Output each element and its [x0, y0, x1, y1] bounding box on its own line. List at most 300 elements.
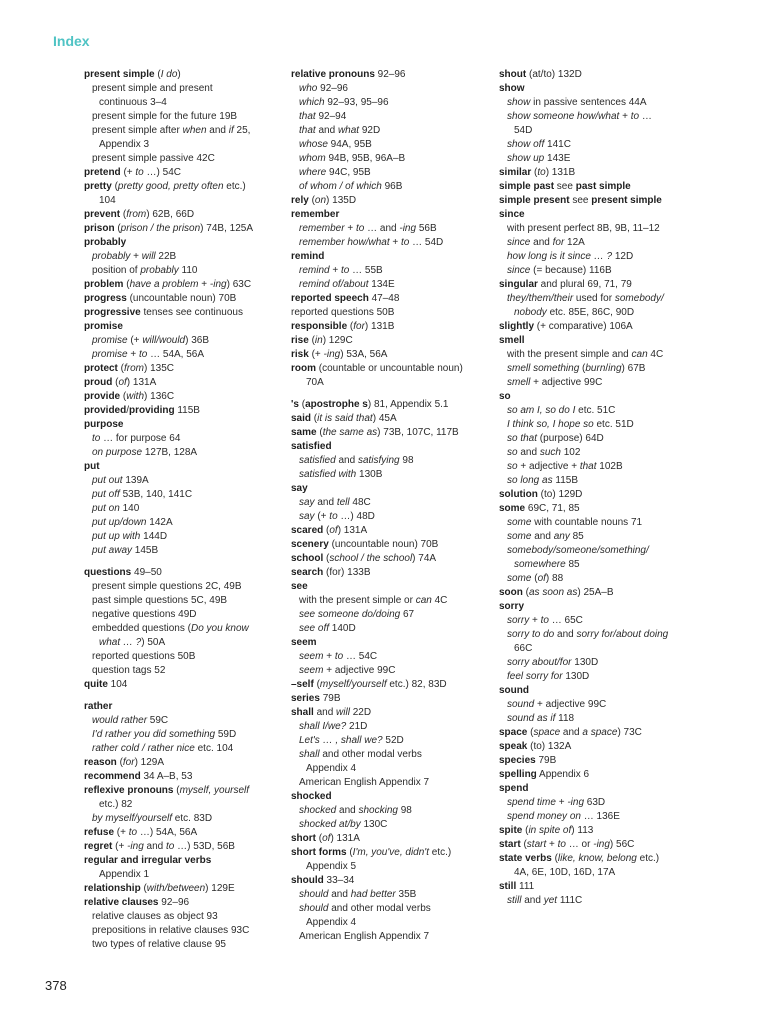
entry-headword: species: [499, 755, 536, 766]
index-entry: [499, 586, 709, 600]
entry-text: and: [336, 805, 359, 816]
entry-text: and: [143, 841, 167, 852]
entry-headword: space: [499, 727, 528, 738]
entry-text: + adjective +: [517, 461, 580, 472]
index-entry: [499, 334, 709, 348]
entry-text: sorry: [507, 615, 530, 626]
index-subentry: [499, 894, 709, 908]
entry-headword: pretend: [84, 167, 121, 178]
entry-headword: prison: [84, 223, 115, 234]
index-entry: [84, 418, 280, 432]
entry-text: 4C: [431, 595, 448, 606]
entry-text: +: [130, 251, 142, 262]
entry-text: will/would: [142, 335, 186, 346]
index-entry: [291, 482, 491, 496]
entry-text: should: [299, 903, 329, 914]
entry-text: present simple after: [92, 125, 183, 136]
index-subentry: [499, 516, 709, 530]
entry-text: (: [313, 679, 320, 690]
index-subentry: [84, 728, 280, 742]
index-subentry: [499, 530, 709, 544]
index-subentry: [499, 698, 709, 712]
entry-text: what: [337, 125, 360, 136]
entry-headword: relationship: [84, 883, 141, 894]
entry-text: (: [173, 785, 180, 796]
index-subentry: [291, 110, 491, 124]
entry-text: 25,: [233, 125, 251, 136]
entry-headword: school: [291, 553, 324, 564]
entry-text: in passive sentences 44A: [530, 97, 647, 108]
index-subentry: [291, 376, 491, 390]
entry-text: (+: [120, 167, 136, 178]
entry-text: somebody/: [614, 293, 664, 304]
entry-text: ) 131A: [337, 525, 368, 536]
index-subentry: [291, 496, 491, 510]
entry-text: embedded questions (: [92, 623, 191, 634]
entry-text: ) 113: [571, 825, 594, 836]
entry-text: etc. 51D: [593, 419, 634, 430]
entry-text: 94A, 95B: [327, 139, 372, 150]
entry-text: they/them/their: [507, 293, 574, 304]
entry-text: to: [340, 265, 350, 276]
entry-text: -ing: [593, 839, 610, 850]
index-entry: [499, 68, 709, 82]
entry-text: will: [336, 707, 350, 718]
entry-text: 115B: [552, 475, 578, 486]
entry-text: start: [526, 839, 547, 850]
entry-text: will: [141, 251, 156, 262]
index-subentry: [84, 714, 280, 728]
index-subentry: [291, 82, 491, 96]
entry-text: relative clauses as object 93: [92, 911, 218, 922]
page-number: 378: [45, 978, 67, 993]
entry-headword: regular and irregular verbs: [84, 855, 212, 866]
index-column-1: [84, 68, 280, 952]
entry-headword: speak: [499, 741, 528, 752]
index-entry: [499, 166, 709, 180]
entry-text: +: [329, 265, 341, 276]
index-subentry: [291, 236, 491, 250]
entry-text: +: [529, 615, 541, 626]
entry-text: etc. 104: [194, 743, 234, 754]
entry-headword: progressive: [84, 307, 141, 318]
index-subentry: [84, 110, 280, 124]
index-entry: [499, 82, 709, 96]
entry-headword: show: [499, 83, 525, 94]
entry-headword: say: [291, 483, 308, 494]
entry-text: a space: [582, 727, 618, 738]
index-entry: [291, 874, 491, 888]
entry-headword: reflexive pronouns: [84, 785, 174, 796]
entry-text: of: [322, 833, 331, 844]
index-entry: [84, 222, 280, 236]
entry-text: …) 54A, 56A: [137, 827, 198, 838]
entry-text: that: [299, 111, 316, 122]
entry-text: to: [166, 841, 175, 852]
entry-text: with/between: [146, 883, 206, 894]
index-entry: [84, 826, 280, 840]
entry-text: sorry for/about doing: [576, 629, 669, 640]
entry-text: (: [308, 195, 315, 206]
entry-text: position of: [92, 265, 141, 276]
entry-text: American English Appendix 7: [299, 931, 430, 942]
index-subentry: [499, 418, 709, 432]
entry-text: (: [316, 427, 323, 438]
entry-text: have a problem: [129, 279, 199, 290]
index-entry: [291, 692, 491, 706]
index-subentry: [499, 866, 709, 880]
entry-headword: recommend: [84, 771, 141, 782]
entry-text: Appendix 4: [306, 917, 357, 928]
entry-text: ) 81, Appendix 5.1: [367, 399, 449, 410]
entry-text: …) 53D, 56B: [174, 841, 235, 852]
entry-text: myself/yourself: [319, 679, 387, 690]
entry-text: ) 25A–B: [577, 587, 614, 598]
index-entry: [291, 362, 491, 376]
entry-text: to: [557, 839, 566, 850]
index-subentry: [499, 152, 709, 166]
index-subentry: [291, 608, 491, 622]
index-entry: [499, 880, 709, 894]
index-subentry: [291, 804, 491, 818]
entry-text: as soon as: [529, 587, 578, 598]
entry-text: 130D: [562, 671, 590, 682]
index-subentry: [291, 264, 491, 278]
entry-text: I do: [160, 69, 178, 80]
entry-text: on: [314, 195, 327, 206]
entry-headword: responsible: [291, 321, 348, 332]
entry-headword: provide: [84, 391, 121, 402]
entry-headword: shall: [291, 707, 314, 718]
entry-text: that: [299, 125, 316, 136]
entry-text: 12A: [564, 237, 585, 248]
index-subentry: [499, 642, 709, 656]
index-subentry: [84, 138, 280, 152]
index-entry: [291, 426, 491, 440]
index-subentry: [499, 376, 709, 390]
entry-text: and: [315, 125, 338, 136]
entry-text: … 136E: [580, 811, 620, 822]
index-subentry: [499, 264, 709, 278]
entry-text: etc. 83D: [172, 813, 213, 824]
entry-text: to: [92, 433, 101, 444]
entry-text: some: [507, 531, 532, 542]
entry-text: to: [138, 349, 148, 360]
entry-headword: progress: [84, 293, 127, 304]
entry-text: ) 136C: [144, 391, 175, 402]
index-entry: [499, 390, 709, 404]
entry-text: (at/to) 132D: [526, 69, 582, 80]
entry-text: and: [335, 455, 358, 466]
entry-text: 110: [178, 265, 198, 276]
index-subentry: [84, 580, 280, 594]
entry-text: (: [579, 363, 586, 374]
index-entry: [291, 194, 491, 208]
entry-text: so long as: [507, 475, 553, 486]
entry-text: (: [522, 587, 529, 598]
index-entry: [291, 678, 491, 692]
entry-text: nobody: [514, 307, 547, 318]
entry-headword: short: [291, 833, 316, 844]
entry-text: would rather: [92, 715, 148, 726]
entry-text: who: [299, 83, 318, 94]
index-subentry: [499, 628, 709, 642]
entry-text: since: [507, 265, 531, 276]
entry-text: +: [344, 223, 356, 234]
entry-text: 144D: [140, 531, 168, 542]
index-entry: [291, 334, 491, 348]
entry-text: and other modal verbs: [319, 749, 422, 760]
index-subentry: [291, 454, 491, 468]
entry-text: +: [619, 111, 631, 122]
entry-text: (uncountable noun) 70B: [328, 539, 439, 550]
entry-text: to: [329, 511, 338, 522]
entry-headword: sound: [499, 685, 529, 696]
entry-text: … 55B: [349, 265, 383, 276]
entry-text: 145B: [132, 545, 159, 556]
entry-text: say: [299, 497, 315, 508]
index-entry: [291, 398, 491, 412]
index-entry: [84, 840, 280, 854]
entry-headword: scenery: [291, 539, 329, 550]
entry-text: 92–93, 95–96: [324, 97, 389, 108]
entry-text: + adjective 99C: [534, 699, 607, 710]
entry-text: 139A: [122, 475, 149, 486]
entry-text: with countable nouns 71: [531, 517, 643, 528]
index-subentry: [499, 250, 709, 264]
entry-text: 59D: [215, 729, 237, 740]
entry-text: etc. 51C: [575, 405, 616, 416]
entry-text: +: [323, 651, 335, 662]
index-subentry: [291, 166, 491, 180]
entry-headword: spite: [499, 825, 523, 836]
entry-text: ) 63C: [226, 279, 252, 290]
index-subentry: [499, 572, 709, 586]
index-subentry: [84, 636, 280, 650]
index-subentry: [84, 812, 280, 826]
entry-text: remind: [299, 265, 330, 276]
index-entry: [84, 362, 280, 376]
entry-text: -ing: [399, 223, 417, 234]
index-subentry: [291, 776, 491, 790]
entry-headword: shocked: [291, 791, 332, 802]
entry-text: can: [415, 595, 432, 606]
entry-text: (: [114, 223, 121, 234]
index-subentry: [84, 924, 280, 938]
entry-text: ) 131B: [545, 167, 576, 178]
entry-text: reported questions 50B: [92, 651, 196, 662]
entry-text: 67: [400, 609, 415, 620]
index-entry: [499, 838, 709, 852]
entry-text: used for: [573, 293, 615, 304]
entry-text: sound: [507, 699, 535, 710]
entry-headword: remind: [291, 251, 325, 262]
entry-text: 79B: [535, 755, 557, 766]
index-entry: [84, 292, 280, 306]
index-subentry: [499, 110, 709, 124]
index-subentry: [499, 236, 709, 250]
index-subentry: [291, 762, 491, 776]
index-entry: [499, 726, 709, 740]
entry-text: 56B: [416, 223, 437, 234]
entry-text: (: [527, 727, 534, 738]
entry-text: … or: [566, 839, 594, 850]
section-gap: [291, 390, 491, 398]
entry-text: and: [531, 531, 554, 542]
index-entry: [291, 524, 491, 538]
entry-text: 92D: [359, 125, 381, 136]
index-subentry: [84, 798, 280, 812]
index-subentry: [84, 82, 280, 96]
index-subentry: [84, 194, 280, 208]
index-entry: [291, 292, 491, 306]
entry-text: rather cold / rather nice: [92, 743, 195, 754]
entry-text: (: [112, 377, 119, 388]
entry-text: ) 74A: [412, 553, 437, 564]
entry-text: (countable or uncountable noun): [316, 363, 463, 374]
entry-text: 98: [397, 805, 412, 816]
entry-text: put away: [92, 545, 133, 556]
index-subentry: [499, 292, 709, 306]
entry-text: to: [630, 111, 640, 122]
entry-text: and: [314, 497, 337, 508]
entry-text: Appendix 5: [306, 861, 357, 872]
entry-text: 54D: [514, 125, 533, 136]
entry-text: … 65C: [548, 615, 583, 626]
entry-text: (to) 129D: [537, 489, 583, 500]
index-subentry: [291, 902, 491, 916]
entry-headword: questions: [84, 567, 132, 578]
index-entry: [291, 348, 491, 362]
entry-text: sorry to do: [507, 629, 555, 640]
index-subentry: [499, 404, 709, 418]
entry-text: probably: [140, 265, 179, 276]
entry-text: 63D: [584, 797, 606, 808]
entry-text: put up/down: [92, 517, 147, 528]
index-subentry: [499, 460, 709, 474]
index-subentry: [291, 180, 491, 194]
entry-text: 33–34: [323, 875, 355, 886]
entry-text: shocked at/by: [299, 819, 361, 830]
index-subentry: [84, 868, 280, 882]
index-subentry: [499, 348, 709, 362]
entry-text: on purpose: [92, 447, 143, 458]
index-entry: [499, 502, 709, 516]
index-subentry: [499, 446, 709, 460]
entry-headword: seem: [291, 637, 317, 648]
index-subentry: [84, 664, 280, 678]
entry-text: +: [127, 349, 139, 360]
entry-text: (: [308, 335, 315, 346]
entry-text: 94C, 95B: [326, 167, 371, 178]
entry-text: -ing: [127, 841, 144, 852]
entry-text: I'd rather you did something: [92, 729, 216, 740]
entry-text: …) 54C: [143, 167, 181, 178]
entry-text: 92–96: [158, 897, 190, 908]
index-entry: [84, 460, 280, 474]
entry-text: 22D: [349, 707, 372, 718]
index-entry: [84, 236, 280, 250]
entry-text: present simple and present: [92, 83, 213, 94]
entry-text: Appendix 4: [306, 763, 357, 774]
index-subentry: [291, 720, 491, 734]
entry-text: …) 48D: [337, 511, 375, 522]
entry-text: ) 50A: [141, 637, 166, 648]
entry-text: shall I/we?: [299, 721, 347, 732]
entry-headword: probably: [84, 237, 127, 248]
entry-text: of: [118, 377, 127, 388]
entry-text: ) 74B, 125A: [200, 223, 253, 234]
entry-text: it is said that: [317, 413, 373, 424]
entry-text: show off: [507, 139, 545, 150]
index-entry: [499, 194, 709, 208]
entry-headword: simple present: [499, 195, 570, 206]
entry-text: shocking: [358, 805, 398, 816]
entry-text: for: [122, 757, 135, 768]
entry-text: +: [198, 279, 210, 290]
entry-headword: so: [499, 391, 511, 402]
entry-text: smell: [507, 377, 531, 388]
entry-text: sorry about/for: [507, 657, 572, 668]
entry-text: (+: [112, 841, 128, 852]
entry-text: 130B: [356, 469, 383, 480]
entry-text: 35B: [395, 889, 417, 900]
index-subentry: [84, 502, 280, 516]
entry-text: 66C: [514, 643, 533, 654]
index-subentry: [499, 362, 709, 376]
entry-text: of whom / of which: [299, 181, 382, 192]
index-subentry: [499, 810, 709, 824]
entry-text: by myself/yourself: [92, 813, 173, 824]
entry-text: and: [554, 629, 577, 640]
entry-headword: spelling: [499, 769, 537, 780]
index-entry: [499, 782, 709, 796]
entry-text: to: [128, 827, 138, 838]
entry-text: present simple questions 2C, 49B: [92, 581, 242, 592]
entry-headword: room: [291, 363, 316, 374]
entry-text: promise: [92, 335, 128, 346]
entry-text: 70A: [306, 377, 324, 388]
index-entry: [291, 208, 491, 222]
index-subentry: [84, 96, 280, 110]
entry-text: should: [299, 889, 329, 900]
index-column-3: [499, 68, 709, 908]
index-entry: [291, 706, 491, 720]
entry-text: … and: [364, 223, 400, 234]
entry-text: etc.): [429, 847, 452, 858]
entry-text: if: [228, 125, 234, 136]
entry-text: satisfying: [357, 455, 400, 466]
index-entry: [291, 832, 491, 846]
index-entry: [84, 306, 280, 320]
entry-text: ) 135C: [144, 363, 175, 374]
index-subentry: [291, 622, 491, 636]
index-entry: [84, 770, 280, 784]
entry-text: 102B: [596, 461, 623, 472]
index-subentry: [499, 432, 709, 446]
index-entry: [84, 854, 280, 868]
index-subentry: [84, 264, 280, 278]
entry-text: to: [334, 651, 344, 662]
entry-headword: same: [291, 427, 317, 438]
entry-text: Appendix 6: [536, 769, 590, 780]
entry-text: put on: [92, 503, 120, 514]
entry-text: 134E: [368, 279, 395, 290]
entry-text: present simple passive 42C: [92, 153, 215, 164]
entry-text: … for purpose 64: [100, 433, 181, 444]
entry-text: 102: [560, 447, 581, 458]
index-subentry: [291, 510, 491, 524]
